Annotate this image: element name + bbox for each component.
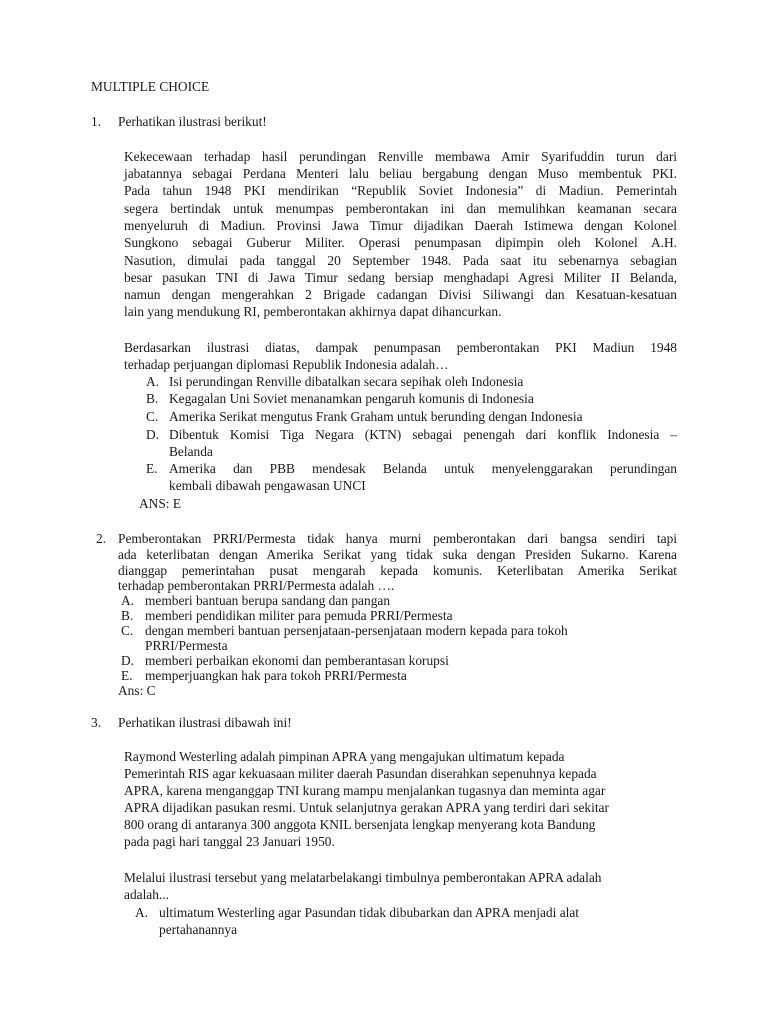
passage-line: APRA dijadikan pasukan resmi. Untuk selanjutnya gerakan APRA yang terdiri dari sekitar bbox=[124, 800, 609, 815]
option-letter: B. bbox=[121, 608, 134, 623]
passage-line: Raymond Westerling adalah pimpinan APRA yang mengajukan ultimatum kepada bbox=[124, 749, 565, 764]
prompt-line: Berdasarkan ilustrasi diatas, dampak penumpasan pemberontakan PKI Madiun 1948 bbox=[124, 340, 677, 355]
question-3-intro: Perhatikan ilustrasi dibawah ini! bbox=[118, 715, 292, 730]
question-2-answer: Ans: C bbox=[118, 683, 156, 698]
option-letter: D. bbox=[121, 653, 135, 668]
passage-line: Nasution, dimulai pada tanggal 20 September 1948. Pada saat itu sebenarnya sebagian bbox=[124, 253, 677, 268]
passage-line: lain yang mendukung RI, pemberontakan akhirnya dapat dihancurkan. bbox=[124, 304, 502, 319]
question-1-intro: Perhatikan ilustrasi berikut! bbox=[118, 114, 267, 129]
stem-line: ada keterlibatan dengan Amerika Serikat yang tidak suka dengan Presiden Sukarno. Karena bbox=[118, 547, 677, 562]
passage-line: APRA, karena menganggap TNI kurang mampu menjalankan tugasnya dan meminta agar bbox=[124, 783, 606, 798]
option-text: memperjuangkan hak para tokoh PRRI/Permesta bbox=[145, 668, 407, 683]
passage-line: Kekecewaan terhadap hasil perundingan Renville membawa Amir Syarifuddin turun dari bbox=[124, 149, 677, 164]
passage-line: segera bertindak untuk menumpas pemberontakan ini dan memulihkan keamanan secara bbox=[124, 201, 677, 216]
question-2-number: 2. bbox=[96, 531, 107, 546]
option-text: Isi perundingan Renville dibatalkan secara sepihak oleh Indonesia bbox=[169, 374, 524, 389]
passage-line: Pemerintah RIS agar kekuasaan militer daerah Pasundan diserahkan sepenuhnya kepada bbox=[124, 766, 597, 781]
option-letter: A. bbox=[135, 905, 149, 920]
prompt-line: adalah... bbox=[124, 887, 169, 902]
passage-line: jabatannya sebagai Perdana Menteri lalu beliau bergabung dengan Muso membentuk PKI. bbox=[124, 166, 677, 181]
option-letter: B. bbox=[146, 391, 159, 406]
option-text: ultimatum Westerling agar Pasundan tidak dibubarkan dan APRA menjadi alat bbox=[159, 905, 580, 920]
stem-line: Pemberontakan PRRI/Permesta tidak hanya murni pemberontakan dari bangsa sendiri tapi bbox=[118, 531, 677, 546]
option-text-continued: PRRI/Permesta bbox=[145, 638, 228, 653]
option-text: memberi pendidikan militer para pemuda PRRI/Permesta bbox=[145, 608, 453, 623]
option-letter: E. bbox=[146, 461, 158, 476]
prompt-line: Melalui ilustrasi tersebut yang melatarbelakangi timbulnya pemberontakan APRA adalah bbox=[124, 870, 602, 885]
option-letter: C. bbox=[146, 409, 159, 424]
option-text-continued: pertahanannya bbox=[159, 922, 238, 937]
passage-line: Pada tahun 1948 PKI mendirikan “Republik Soviet Indonesia” di Madiun. Pemerintah bbox=[124, 183, 677, 198]
stem-line: terhadap pemberontakan PRRI/Permesta adalah …. bbox=[118, 578, 395, 593]
option-text-continued: kembali dibawah pengawasan UNCI bbox=[169, 478, 366, 493]
passage-line: pada pagi hari tanggal 23 Januari 1950. bbox=[124, 834, 335, 849]
option-text: Dibentuk Komisi Tiga Negara (KTN) sebagai penengah dari konflik Indonesia – bbox=[169, 427, 677, 442]
option-text: Kegagalan Uni Soviet menanamkan pengaruh komunis di Indonesia bbox=[169, 391, 534, 406]
question-1-number: 1. bbox=[91, 114, 102, 129]
passage-line: Sungkono sebagai Guberur Militer. Operasi penumpasan dipimpin oleh Kolonel A.H. bbox=[124, 235, 677, 250]
option-letter: A. bbox=[146, 374, 160, 389]
option-letter: D. bbox=[146, 427, 160, 442]
option-text: memberi perbaikan ekonomi dan pemberantasan korupsi bbox=[145, 653, 449, 668]
option-letter: E. bbox=[121, 668, 133, 683]
option-text-continued: Belanda bbox=[169, 444, 213, 459]
option-text: Amerika dan PBB mendesak Belanda untuk menyelenggarakan perundingan bbox=[169, 461, 677, 476]
question-3-number: 3. bbox=[91, 715, 102, 730]
passage-line: 800 orang di antaranya 300 anggota KNIL bersenjata lengkap menyerang kota Bandung bbox=[124, 817, 596, 832]
stem-line: dianggap pemerintahan pusat mengarah kepada komunis. Keterlibatan Amerika Serikat bbox=[118, 563, 677, 578]
prompt-line: terhadap perjuangan diplomasi Republik Indonesia adalah… bbox=[124, 357, 449, 372]
passage-line: menyeluruh di Madiun. Provinsi Jawa Timur dijadikan Daerah Istimewa dengan Kolonel bbox=[124, 218, 677, 233]
question-1-answer: ANS: E bbox=[139, 496, 182, 511]
option-letter: C. bbox=[121, 623, 134, 638]
option-text: memberi bantuan berupa sandang dan pangan bbox=[145, 593, 391, 608]
option-text: Amerika Serikat mengutus Frank Graham untuk berunding dengan Indonesia bbox=[169, 409, 583, 424]
passage-line: besar pasukan TNI di Jawa Timur sedang bersiap menghadapi Agresi Militer II Belanda, bbox=[124, 270, 677, 285]
passage-line: namun dengan mengerahkan 2 Brigade cadangan Divisi Siliwangi dan Kesatuan-kesatuan bbox=[124, 287, 677, 302]
option-letter: A. bbox=[121, 593, 135, 608]
page-title: MULTIPLE CHOICE bbox=[91, 79, 210, 94]
option-text: dengan memberi bantuan persenjataan-persenjataan modern kepada para tokoh bbox=[145, 623, 568, 638]
